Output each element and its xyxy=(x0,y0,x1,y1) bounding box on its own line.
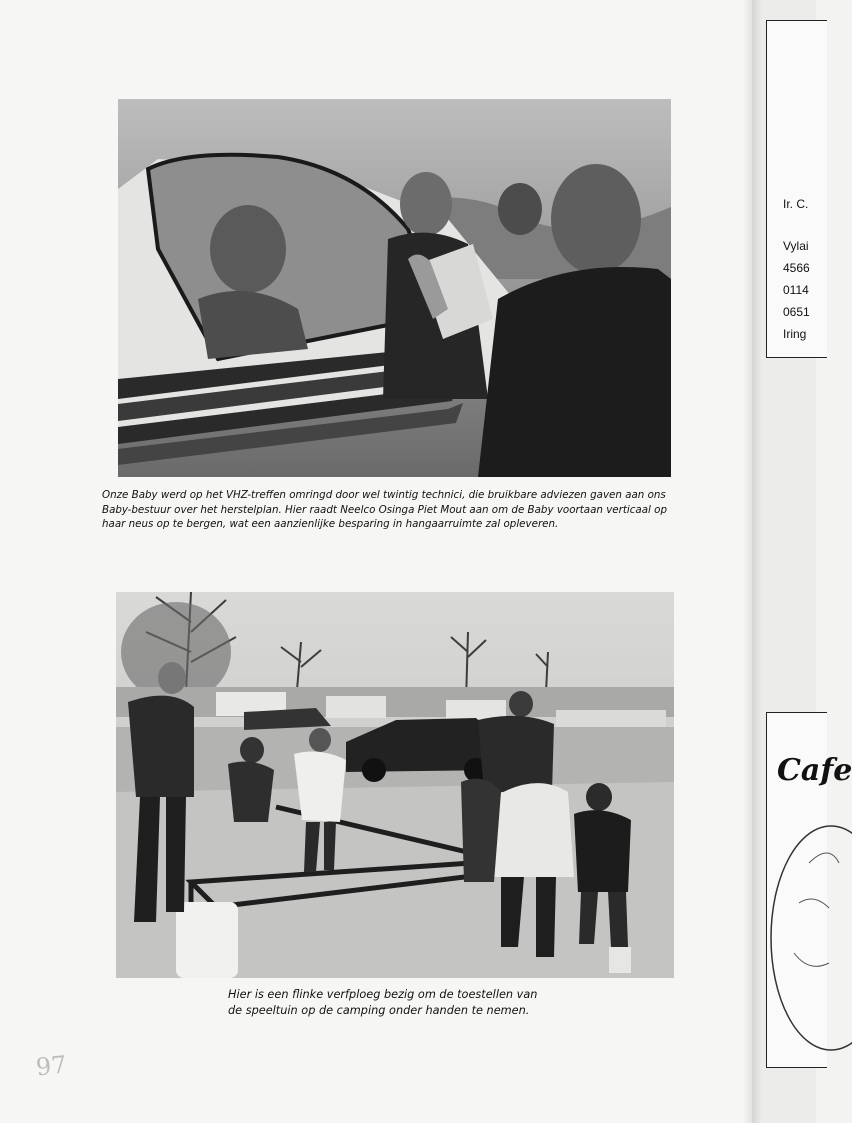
address-line-2: Vylai xyxy=(783,239,809,253)
caption-bottom-line-1: Hier is een flinke verfploeg bezig om de toestellen van xyxy=(228,988,538,1001)
caption-bottom-line-2: de speeltuin op de camping onder handen te nemen. xyxy=(228,1004,530,1017)
adjacent-page xyxy=(752,0,852,1123)
caption-top: Onze Baby werd op het VHZ-treffen omringd door wel twintig technici, die bruikbare adviezen gaven aan ons Baby-bestuur over het herstelplan. Hier raadt Neelco Osinga Piet Mout aan om de Baby voortaan verticaal op haar neus op te bergen, wat een aanzienlijke besparing in hangaarruimte zal opleveren. xyxy=(102,489,668,530)
caption-bottom xyxy=(228,987,568,1019)
address-line-6: Iring xyxy=(783,327,807,341)
address-line-4: 0114 xyxy=(783,283,809,297)
handwritten-page-number: 97 xyxy=(34,1050,68,1082)
photo-playground-painting xyxy=(116,592,674,978)
playground-photo-graphic xyxy=(116,592,674,978)
address-box xyxy=(766,20,827,358)
address-line-3: 4566 xyxy=(783,261,810,275)
photo-glider-canopy xyxy=(118,99,671,477)
cafe-portrait-drawing xyxy=(769,823,829,1053)
cafe-title: Cafe xyxy=(777,753,852,788)
address-line-1: Ir. C. xyxy=(783,197,809,211)
address-line-5: 0651 xyxy=(783,305,810,319)
glider-photo-graphic xyxy=(118,99,671,477)
cafe-ad-box xyxy=(766,712,852,1068)
page-binding xyxy=(752,0,762,1123)
